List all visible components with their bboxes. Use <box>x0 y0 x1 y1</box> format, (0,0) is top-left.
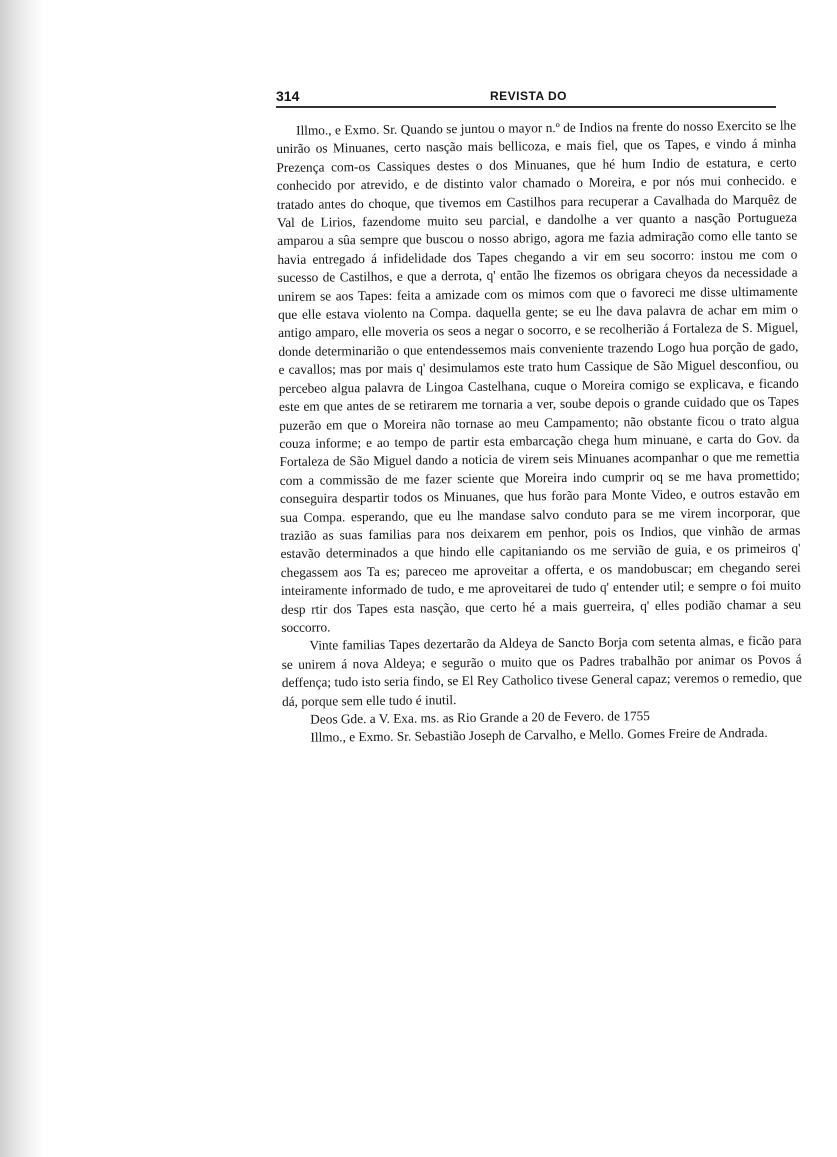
letter-text <box>276 117 803 748</box>
binding-shadow <box>0 0 44 1157</box>
closing-line: Deos Gde. a V. Exa. ms. as Rio Grande a 20 de Fevero. de 1755 <box>310 708 650 727</box>
page-number: 314 <box>276 88 300 104</box>
running-title: REVISTA DO <box>490 89 568 103</box>
page-header <box>276 88 776 110</box>
second-paragraph: Vinte familias Tapes dezertarão da Aldeya de Sancto Borja com setenta almas, e ficão para se unirem á nova Aldeya; e segurão o muito que os Padres trabalhão por animar os Povos á deffença; tudo isto seria findo, se El Rey Catholico tivese General capaz; veremos o remedio, que dá, porque sem elle tudo é inutil. <box>281 632 802 709</box>
header-rule <box>276 106 776 108</box>
letter-body-paragraph: Illmo., e Exmo. Sr. Quando se juntou o mayor n.º de Indios na frente do nosso Exercito se lhe unirão os Minuanes, certo nasção mais bellicoza, e mais fiel, que os Tapes, e vindo á minha Prezença com-os Cassiques destes o dos Minuanes, que hé hum Indio de estatura, e certo conhecido por atrevido, e de distinto valor chamado o Moreira, e por nós mui conhecido. e tratado antes do choque, que tivemos em Castilhos para recuperar a Cavalhada do Marquêz de Val de Lirios, fazendome muito seu parcial, e dandolhe a ver quanto a nasção Portugueza amparou a sûa sempre que buscou o nosso abrigo, agora me fazia admiração como elle tanto se havia entregado á infidelidade dos Tapes chegando a vir em seu socorro: instou me com o sucesso de Castilhos, e que a derrota, q' então lhe fizemos os obrigara cheyos da necessidade a unirem se aos Tapes: feita a amizade com os mimos com que o favoreci me disse ultimamente que elle estava violento na Compa. daquella gente; se eu lhe dava palavra de achar em mim o antigo amparo, elle moveria os seos a negar o socorro, e se recolherião á Fortaleza de S. Miguel, donde determinarião o que entendessemos mais conveniente trazendo Logo hua porção de gado, e cavallos; mas por mais q' desimulamos este trato hum Cassique de São Miguel desconfiou, ou percebeo algua palavra de Lingoa Castelhana, cuque o Moreira comigo se explicava, e ficando este em que antes de se retirarem me tornaria a ver, soube depois o grande cuidado que os Tapes puzerão em que o Moreira não tornase ao meu Campamento; não obstante ficou o trato algua couza informe; e ao tempo de partir esta embarcação chega hum minuane, e carta do Gov. da Fortaleza de São Miguel dando a noticia de virem seis Minuanes acompanhar o que me remettia com a commissão de me fazer sciente que Moreira indo cumprir oq se me hava promettido; conseguira despartir todos os Minuanes, que hus forão para Monte Video, e outros estavão em sua Compa. esperando, que eu lhe mandase salvo conduto para se me virem incorporar, que trazião as suas familias para nos deixarem em penhor, pois os Indios, que vinhão de armas estavão determinados a que hindo elle capitaniando os me servião de guia, e os primeiros q' chegassem aos Ta es; pareceo me aproveitar a offerta, e os mandobuscar; em chegando serei inteiramente informado de tudo, e me aproveitarei de tudo q' entender util; e sempre o foi muito desp rtir dos Tapes esta nasção, que certo hé a mais guerreira, q' elles podião chamar a seu soccorro. <box>276 117 802 635</box>
signature: Illmo., e Exmo. Sr. Sebastião Joseph de Carvalho, e Mello. Gomes Freire de Andrada. <box>310 725 768 746</box>
